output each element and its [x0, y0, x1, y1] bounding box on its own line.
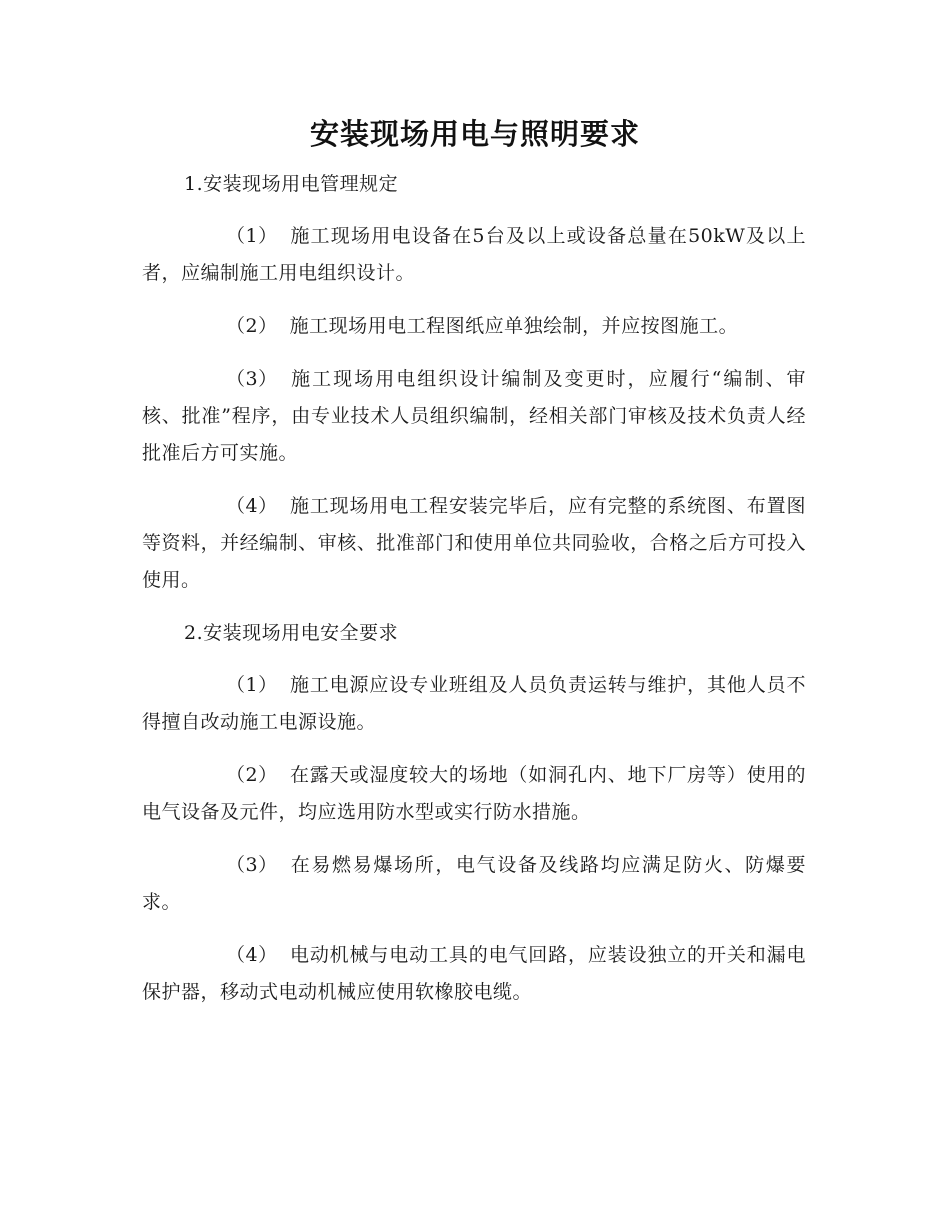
section-heading: 2.安装现场用电安全要求	[184, 622, 399, 644]
item-number: （1）	[226, 225, 278, 247]
item-text: 在易燃易爆场所，电气设备及线路均应满足防火、防爆要求。	[142, 854, 806, 913]
paragraph	[142, 667, 806, 741]
paragraph	[142, 361, 806, 472]
item-number: （4）	[226, 944, 278, 966]
item-number: （4）	[226, 495, 278, 517]
paragraph	[142, 847, 806, 921]
item-text: 施工现场用电设备在5台及以上或设备总量在50kW及以上者，应编制施工用电组织设计。	[142, 225, 806, 284]
document-body	[142, 166, 806, 1027]
paragraph	[142, 308, 806, 345]
paragraph	[142, 757, 806, 831]
paragraph	[142, 218, 806, 292]
item-number: （3）	[226, 854, 278, 876]
item-number: （1）	[226, 674, 278, 696]
section-heading: 1.安装现场用电管理规定	[184, 173, 399, 195]
document-title: 安装现场用电与照明要求	[309, 117, 640, 151]
item-number: （2）	[226, 764, 278, 786]
item-text: 施工现场用电组织设计编制及变更时，应履行“编制、审核、批准”程序，由专业技术人员组织编制，经相关部门审核及技术负责人经批准后方可实施。	[142, 368, 806, 464]
item-number: （2）	[226, 315, 278, 337]
item-text: 在露天或湿度较大的场地（如洞孔内、地下厂房等）使用的电气设备及元件，均应选用防水型或实行防水措施。	[142, 764, 806, 823]
item-text: 施工现场用电工程图纸应单独绘制，并应按图施工。	[289, 315, 739, 337]
item-text: 施工电源应设专业班组及人员负责运转与维护，其他人员不得擅自改动施工电源设施。	[142, 674, 806, 733]
item-text: 电动机械与电动工具的电气回路，应装设独立的开关和漏电保护器，移动式电动机械应使用软橡胶电缆。	[142, 944, 806, 1003]
item-number: （3）	[226, 368, 278, 390]
paragraph	[142, 488, 806, 599]
item-text: 施工现场用电工程安装完毕后，应有完整的系统图、布置图等资料，并经编制、审核、批准部门和使用单位共同验收，合格之后方可投入使用。	[142, 495, 806, 591]
paragraph	[142, 937, 806, 1011]
